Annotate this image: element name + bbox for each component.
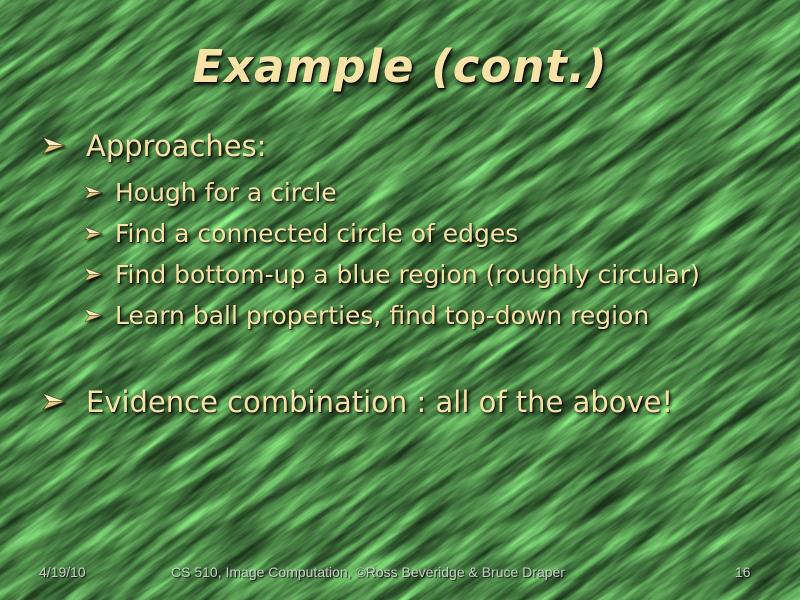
three-d-arrowhead-right-icon <box>84 308 103 323</box>
bullet-item <box>84 260 700 289</box>
footer-credit: CS 510, Image Computation, ©Ross Beveridge & Bruce Draper <box>171 564 565 580</box>
three-d-arrowhead-right-icon <box>84 226 103 241</box>
bullet-text: Hough for a circle <box>115 178 337 207</box>
footer-page-number: 16 <box>735 564 751 580</box>
bullet-item <box>42 385 673 419</box>
bullet-text: Learn ball properties, find top-down region <box>115 301 650 330</box>
slide-footer <box>0 564 800 584</box>
bullet-text: Approaches: <box>86 129 267 163</box>
bullet-item <box>84 219 518 248</box>
bullet-item <box>84 301 649 330</box>
three-d-arrowhead-right-icon <box>84 185 103 200</box>
bullet-text: Find bottom-up a blue region (roughly circular) <box>115 260 700 289</box>
three-d-arrowhead-right-icon <box>42 392 66 411</box>
bullet-text: Evidence combination : all of the above! <box>86 385 674 419</box>
slide-title: Example (cont.) <box>192 40 608 93</box>
bullet-item <box>84 178 337 207</box>
bullet-item <box>42 129 267 163</box>
three-d-arrowhead-right-icon <box>84 267 103 282</box>
three-d-arrowhead-right-icon <box>42 136 66 155</box>
footer-date: 4/19/10 <box>39 564 86 580</box>
bullet-text: Find a connected circle of edges <box>115 219 519 248</box>
